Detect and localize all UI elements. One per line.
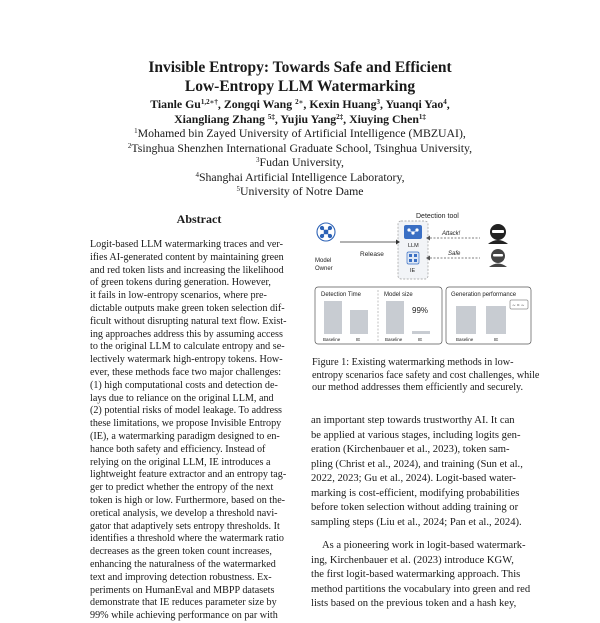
text-line: ing approaches address this by assuming access bbox=[90, 328, 283, 340]
model-owner-label: Owner bbox=[315, 266, 333, 272]
baseline-label: Baseline bbox=[323, 337, 341, 342]
author-name: Xiangliang Zhang bbox=[174, 111, 268, 126]
text-line: ifies AI-generated content by maintaining green bbox=[90, 251, 284, 263]
author-sup: 1,2∗† bbox=[200, 98, 218, 106]
model-size-label: Model size bbox=[384, 292, 413, 298]
author-name: , bbox=[446, 97, 450, 111]
safe-label: Safe bbox=[448, 251, 461, 257]
author-name: Tianle Gu bbox=[150, 97, 201, 111]
detection-time-label: Detection Time bbox=[321, 292, 362, 298]
text-line: eration (Kirchenbauer et al., 2023), token sam- bbox=[311, 444, 510, 455]
figure-1 bbox=[312, 206, 534, 354]
text-line: (2) potential risks of model leakage. To address bbox=[90, 405, 282, 417]
detection-tool-label: Detection tool bbox=[416, 213, 459, 220]
paper-title bbox=[0, 58, 600, 96]
text-line: ing, Kirchenbauer et al. (2023) introduce KGW, bbox=[311, 554, 514, 566]
affiliation bbox=[0, 155, 600, 170]
model-owner-label: Model bbox=[315, 258, 332, 264]
author-name: , Xiuying Chen bbox=[343, 111, 419, 126]
caption-line: entropy scenarios face safety and cost challenges, while bbox=[312, 369, 540, 381]
affiliation bbox=[0, 184, 600, 199]
author-sup: 1‡ bbox=[418, 112, 426, 121]
author-name: , Yuanqi Yao bbox=[380, 97, 444, 111]
caption-line: Figure 1: Existing watermarking methods in low- bbox=[312, 357, 514, 368]
generation-performance-label: Generation performance bbox=[451, 292, 517, 298]
approx-equal-icon: ∼ ≈ ∼ bbox=[512, 302, 525, 308]
text-line: before token selection without adding training or bbox=[311, 502, 519, 513]
text-line: identifies a threshold where the watermark ratio bbox=[90, 533, 284, 545]
hacker-icon bbox=[489, 249, 507, 267]
caption-line: our method addresses them efficiently and securely. bbox=[312, 382, 524, 393]
text-line: text and improving detection robustness. Ex- bbox=[90, 571, 272, 583]
affiliation-sup: 5 bbox=[236, 185, 240, 193]
text-line: it fails in low-entropy scenarios, where pre- bbox=[90, 290, 267, 302]
text-line: an important step towards trustworthy AI. It can bbox=[311, 415, 515, 426]
ie-axis-label: IE bbox=[418, 337, 423, 342]
text-line: gator that adaptively sets entropy thresholds. It bbox=[90, 520, 280, 532]
text-line: oretical analysis, we develop a threshold navi- bbox=[90, 507, 278, 519]
abstract-body bbox=[90, 239, 308, 623]
affiliation-sup: 1 bbox=[134, 127, 138, 135]
text-line: and red token lists and increasing the likelihood bbox=[90, 264, 284, 276]
model-size-ie-bar bbox=[412, 331, 430, 334]
model-size-reduction-label: 99% bbox=[412, 306, 429, 315]
text-line: lays due to reliance on the original LLM, and bbox=[90, 392, 274, 404]
text-line: hance both safety and efficiency. Instead of bbox=[90, 443, 266, 455]
author-name: , Zongqi Wang bbox=[217, 97, 296, 111]
figure-1-diagram bbox=[312, 206, 534, 354]
hacker-icon bbox=[488, 224, 508, 244]
affiliation bbox=[0, 126, 600, 141]
text-line: be applied at various stages, including logits gen- bbox=[311, 429, 521, 441]
text-line: dictable outputs make green token selection dif- bbox=[90, 302, 285, 314]
llm-label: LLM bbox=[408, 243, 419, 249]
figure-caption bbox=[312, 357, 540, 395]
affiliation bbox=[0, 170, 600, 185]
baseline-label: Baseline bbox=[456, 337, 474, 342]
llm-icon bbox=[404, 225, 422, 239]
text-line: marking is cost-efficient, modifying probabilities bbox=[311, 487, 520, 499]
affiliation-text: Tsinghua Shenzhen International Graduate School, Tsinghua University, bbox=[131, 140, 473, 155]
author-name: , Yujiu Yang bbox=[274, 111, 337, 126]
affiliation-text: Fudan University, bbox=[259, 155, 344, 169]
paragraph bbox=[311, 414, 536, 530]
generation-ie-bar bbox=[486, 306, 506, 334]
text-line: ger to predict whether the entropy of the next bbox=[90, 482, 274, 494]
abstract-heading: Abstract bbox=[176, 212, 222, 226]
text-line: lectively watermark high-entropy tokens. How- bbox=[90, 354, 283, 366]
author-sup: 2∗ bbox=[295, 98, 304, 106]
text-line: of green tokens during generation. However, bbox=[90, 277, 271, 289]
detection-time-baseline-bar bbox=[324, 301, 342, 334]
text-line: ficult without disrupting natural text flow. Exist- bbox=[90, 315, 287, 327]
author-sup: 2‡ bbox=[336, 112, 344, 121]
model-size-baseline-bar bbox=[386, 301, 404, 334]
brain-icon bbox=[317, 223, 335, 241]
affiliation-text: University of Notre Dame bbox=[239, 184, 364, 198]
intro-text bbox=[311, 414, 536, 612]
affiliation bbox=[0, 141, 600, 156]
text-line: 99% while achieving performance on par with bbox=[90, 610, 278, 622]
text-line: (IE), a watermarking paradigm designed to en- bbox=[90, 430, 280, 442]
text-line: As a pioneering work in logit-based watermark- bbox=[322, 540, 526, 551]
text-line: pling (Christ et al., 2024), and training (Sun et al., bbox=[311, 458, 523, 470]
author-name: , Kexin Huang bbox=[303, 97, 377, 111]
text-line: relying on the original LLM, IE introduces a bbox=[90, 456, 271, 468]
text-line: demonstrate that IE reduces parameter size by bbox=[90, 597, 277, 609]
paragraph bbox=[311, 539, 536, 612]
author-sup: 5‡ bbox=[267, 112, 275, 121]
text-line: sampling steps (Liu et al., 2024; Pan et al., 2024). bbox=[311, 516, 522, 528]
affiliation-sup: 3 bbox=[256, 156, 260, 164]
author-sup: 4 bbox=[443, 98, 447, 106]
baseline-label: Baseline bbox=[385, 337, 403, 342]
paragraph-gap bbox=[311, 530, 536, 539]
ie-axis-label: IE bbox=[494, 337, 499, 342]
text-line: method partitions the vocabulary into green and red bbox=[311, 583, 531, 595]
ie-icon bbox=[407, 252, 419, 264]
text-line: ever, these methods face two major challenges: bbox=[90, 366, 282, 378]
author-line bbox=[0, 112, 600, 127]
author-block bbox=[0, 97, 600, 199]
attack-label: Attack! bbox=[442, 231, 461, 237]
text-line: 2022, 2023; Gu et al., 2024). Logit-based water- bbox=[311, 473, 516, 484]
text-line: lists based on the previous token and a hash key, bbox=[311, 598, 517, 609]
detection-time-ie-bar bbox=[350, 310, 368, 334]
author-sup: 3 bbox=[376, 98, 381, 106]
text-line: the first logit-based watermarking approach. This bbox=[311, 569, 521, 580]
text-line: periments on HumanEval and MBPP datasets bbox=[90, 584, 275, 596]
ie-label: IE bbox=[410, 268, 416, 274]
text-line: to the original LLM to calculate entropy and se- bbox=[90, 341, 285, 353]
text-line: Logit-based LLM watermarking traces and ver- bbox=[90, 239, 283, 250]
text-line: enhancing the naturalness of the watermarked bbox=[90, 558, 276, 570]
generation-baseline-bar bbox=[456, 306, 476, 334]
affiliation-sup: 4 bbox=[195, 170, 199, 179]
author-line bbox=[0, 97, 600, 112]
release-label: Release bbox=[360, 251, 384, 258]
text-line: lightweight feature extractor and an entropy tag- bbox=[90, 469, 287, 481]
text-line: decreases as the green token count increases, bbox=[90, 546, 272, 558]
title-line: Low-Entropy LLM Watermarking bbox=[184, 78, 416, 95]
text-line: token is high or low. Furthermore, based on the- bbox=[90, 494, 286, 506]
text-line: (1) high computational costs and detection de- bbox=[90, 379, 278, 391]
text-line: these limitations, we propose Invisible Entropy bbox=[90, 418, 282, 430]
title-line: Invisible Entropy: Towards Safe and Efficient bbox=[148, 59, 452, 76]
affiliation-text: Mohamed bin Zayed University of Artificial Intelligence (MBZUAI), bbox=[137, 126, 466, 140]
ie-axis-label: IE bbox=[356, 337, 361, 342]
affiliation-sup: 2 bbox=[127, 141, 132, 150]
affiliation-text: Shanghai Artificial Intelligence Laboratory, bbox=[198, 169, 405, 184]
